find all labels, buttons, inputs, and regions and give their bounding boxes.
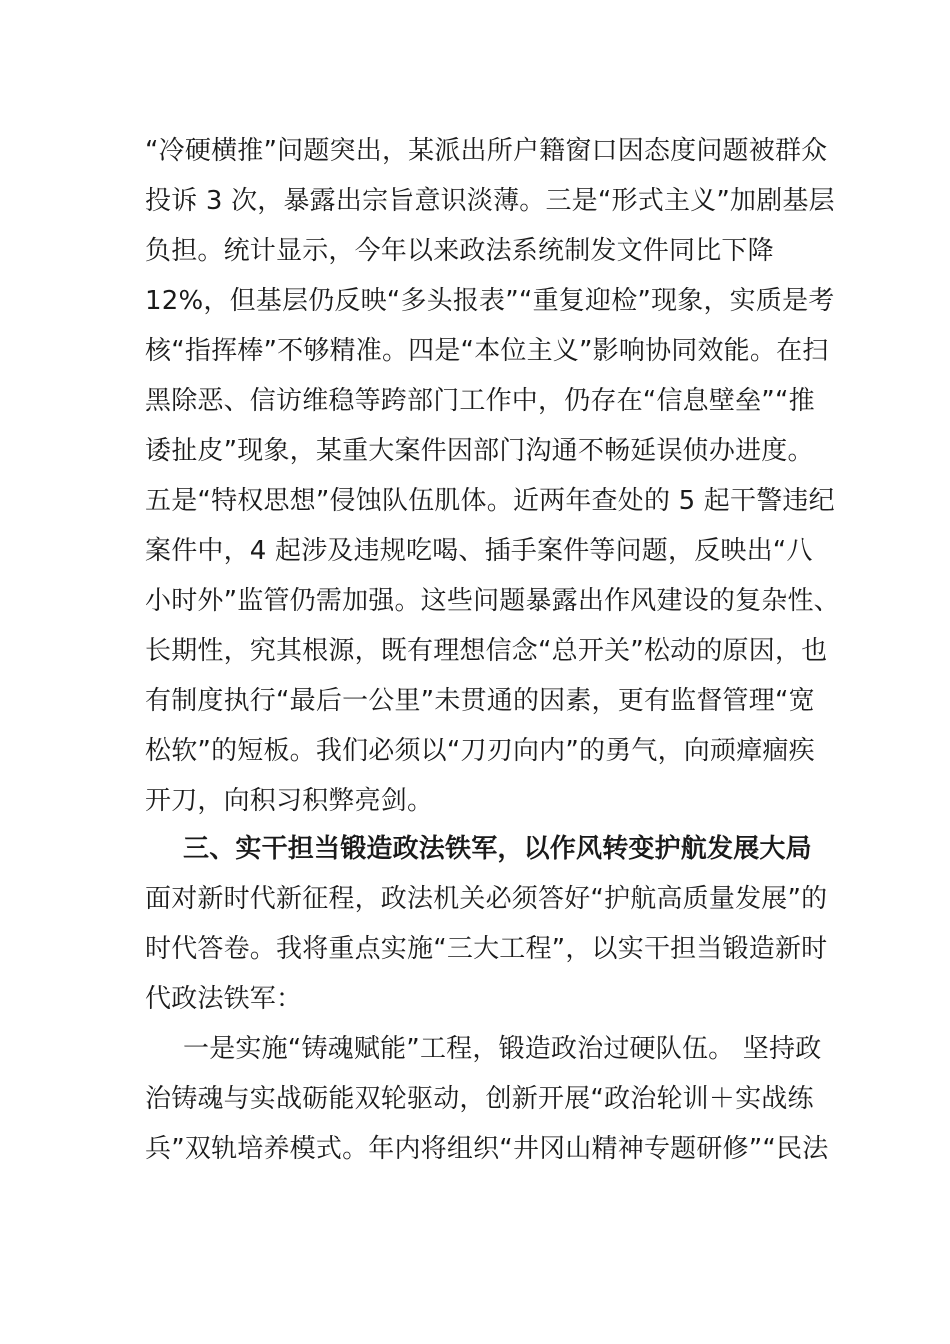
body-line-19: 一是实施“铸魂赋能”工程，锻造政治过硬队伍。 坚持政 <box>183 1034 822 1064</box>
body-line-17: 时代答卷。我将重点实施“三大工程”，以实干担当锻造新时 <box>145 934 828 964</box>
body-line-6: 黑除恶、信访维稳等跨部门工作中，仍存在“信息壁垒”“推 <box>145 386 815 416</box>
body-line-4: 12%，但基层仍反映“多头报表”“重复迎检”现象，实质是考 <box>145 286 835 316</box>
body-line-7: 诿扯皮”现象，某重大案件因部门沟通不畅延误侦办进度。 <box>145 436 814 466</box>
body-line-1: “冷硬横推”问题突出，某派出所户籍窗口因态度问题被群众 <box>145 136 828 166</box>
body-line-18: 代政法铁军： <box>145 984 303 1014</box>
body-line-14: 开刀，向积习积弊亮剑。 <box>145 786 434 816</box>
body-line-3: 负担。统计显示，今年以来政法系统制发文件同比下降 <box>145 236 774 266</box>
body-line-12: 有制度执行“最后一公里”未贯通的因素，更有监督管理“宽 <box>145 686 815 716</box>
body-line-16: 面对新时代新征程，政法机关必须答好“护航高质量发展”的 <box>145 884 828 914</box>
body-line-21: 兵”双轨培养模式。年内将组织“井冈山精神专题研修”“民法 <box>145 1134 829 1164</box>
body-line-5: 核“指挥棒”不够精准。四是“本位主义”影响协同效能。在扫 <box>145 336 829 366</box>
body-line-20: 治铸魂与实战砺能双轮驱动，创新开展“政治轮训＋实战练 <box>145 1084 814 1114</box>
body-line-2: 投诉 3 次，暴露出宗旨意识淡薄。三是“形式主义”加剧基层 <box>145 186 835 216</box>
body-line-8: 五是“特权思想”侵蚀队伍肌体。近两年查处的 5 起干警违纪 <box>145 486 835 516</box>
body-line-13: 松软”的短板。我们必须以“刀刃向内”的勇气，向顽瘴痼疾 <box>145 736 815 766</box>
body-line-9: 案件中，4 起涉及违规吃喝、插手案件等问题，反映出“八 <box>145 536 813 566</box>
body-line-10: 小时外”监管仍需加强。这些问题暴露出作风建设的复杂性、 <box>145 586 840 616</box>
body-line-11: 长期性，究其根源，既有理想信念“总开关”松动的原因，也 <box>145 636 828 666</box>
section-heading: 三、实干担当锻造政法铁军，以作风转变护航发展大局 <box>183 834 812 864</box>
